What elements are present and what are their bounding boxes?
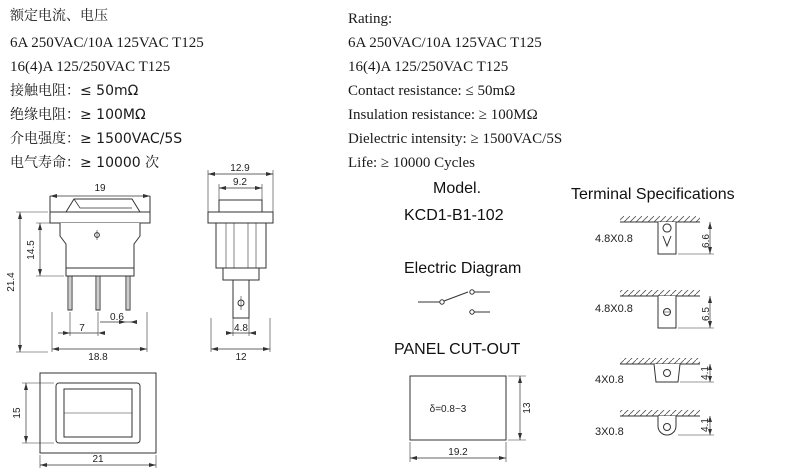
dim-bottom-width: 21	[92, 454, 104, 465]
terminal-1	[620, 216, 714, 254]
dim-side-bottom: 12	[235, 352, 247, 363]
panel-thickness: δ=0.8~3	[429, 404, 467, 415]
dim-front-bottom: 18.8	[88, 352, 108, 363]
terminal-spec-title: Terminal Specifications	[571, 186, 735, 203]
dim-side-top-1: 12.9	[230, 163, 250, 174]
terminal-3-size: 4X0.8	[595, 374, 624, 386]
terminal-1-size: 4.8X0.8	[595, 233, 633, 245]
spec-cn-line-6: 介电强度：≥ 1500VAC/5S	[10, 131, 183, 147]
panel-width: 19.2	[448, 447, 468, 458]
spec-cn-line-7: 电气寿命：≥ 10000 次	[10, 155, 160, 171]
spec-en-line-1: Rating:	[348, 11, 393, 27]
terminal-2-dim: 6.5	[701, 307, 712, 321]
spec-en-line-6: Dielectric intensity: ≥ 1500VAC/5S	[348, 131, 563, 147]
spec-en-line-7: Life: ≥ 10000 Cycles	[348, 155, 475, 171]
spec-cn-line-5: 绝缘电阻：≥ 100MΩ	[10, 107, 146, 123]
panel-cutout-title: PANEL CUT-OUT	[394, 341, 521, 358]
terminal-2-size: 4.8X0.8	[595, 303, 633, 315]
spec-cn-line-4: 接触电阻：≤ 50mΩ	[10, 83, 139, 99]
terminal-3-dim: 4.1	[700, 366, 711, 380]
spec-cn-line-3: 16(4)A 125/250VAC T125	[10, 59, 171, 75]
dim-front-top: 19	[94, 183, 106, 194]
dim-side-pin: 4.8	[234, 323, 248, 334]
spec-en-line-3: 16(4)A 125/250VAC T125	[348, 59, 509, 75]
dim-front-pin-width: 0.6	[110, 312, 124, 323]
spec-cn-line-2: 6A 250VAC/10A 125VAC T125	[10, 35, 204, 51]
spec-en-line-2: 6A 250VAC/10A 125VAC T125	[348, 35, 542, 51]
dim-front-body-height: 14.5	[26, 240, 37, 260]
spec-en-line-4: Contact resistance: ≤ 50mΩ	[348, 83, 516, 99]
dim-front-pin-gap: 7	[79, 323, 85, 334]
terminal-2	[620, 290, 714, 328]
model-label: Model.	[433, 180, 482, 197]
electric-diagram-title: Electric Diagram	[404, 260, 522, 277]
panel-height: 13	[522, 402, 533, 414]
model-code: KCD1-B1-102	[404, 207, 504, 224]
terminal-4-size: 3X0.8	[595, 426, 624, 438]
dim-front-total-height: 21.4	[6, 272, 17, 292]
bottom-view	[22, 373, 156, 468]
dim-bottom-height: 15	[12, 407, 23, 419]
electric-switch-symbol	[418, 290, 490, 314]
panel-cutout-drawing	[410, 376, 526, 462]
spec-en-line-5: Insulation resistance: ≥ 100MΩ	[348, 107, 538, 123]
terminal-1-dim: 6.6	[701, 234, 712, 248]
dim-side-top-2: 9.2	[233, 177, 247, 188]
terminal-4-dim: 4.1	[700, 418, 711, 432]
spec-cn-line-1: 额定电流、电压	[10, 8, 108, 24]
